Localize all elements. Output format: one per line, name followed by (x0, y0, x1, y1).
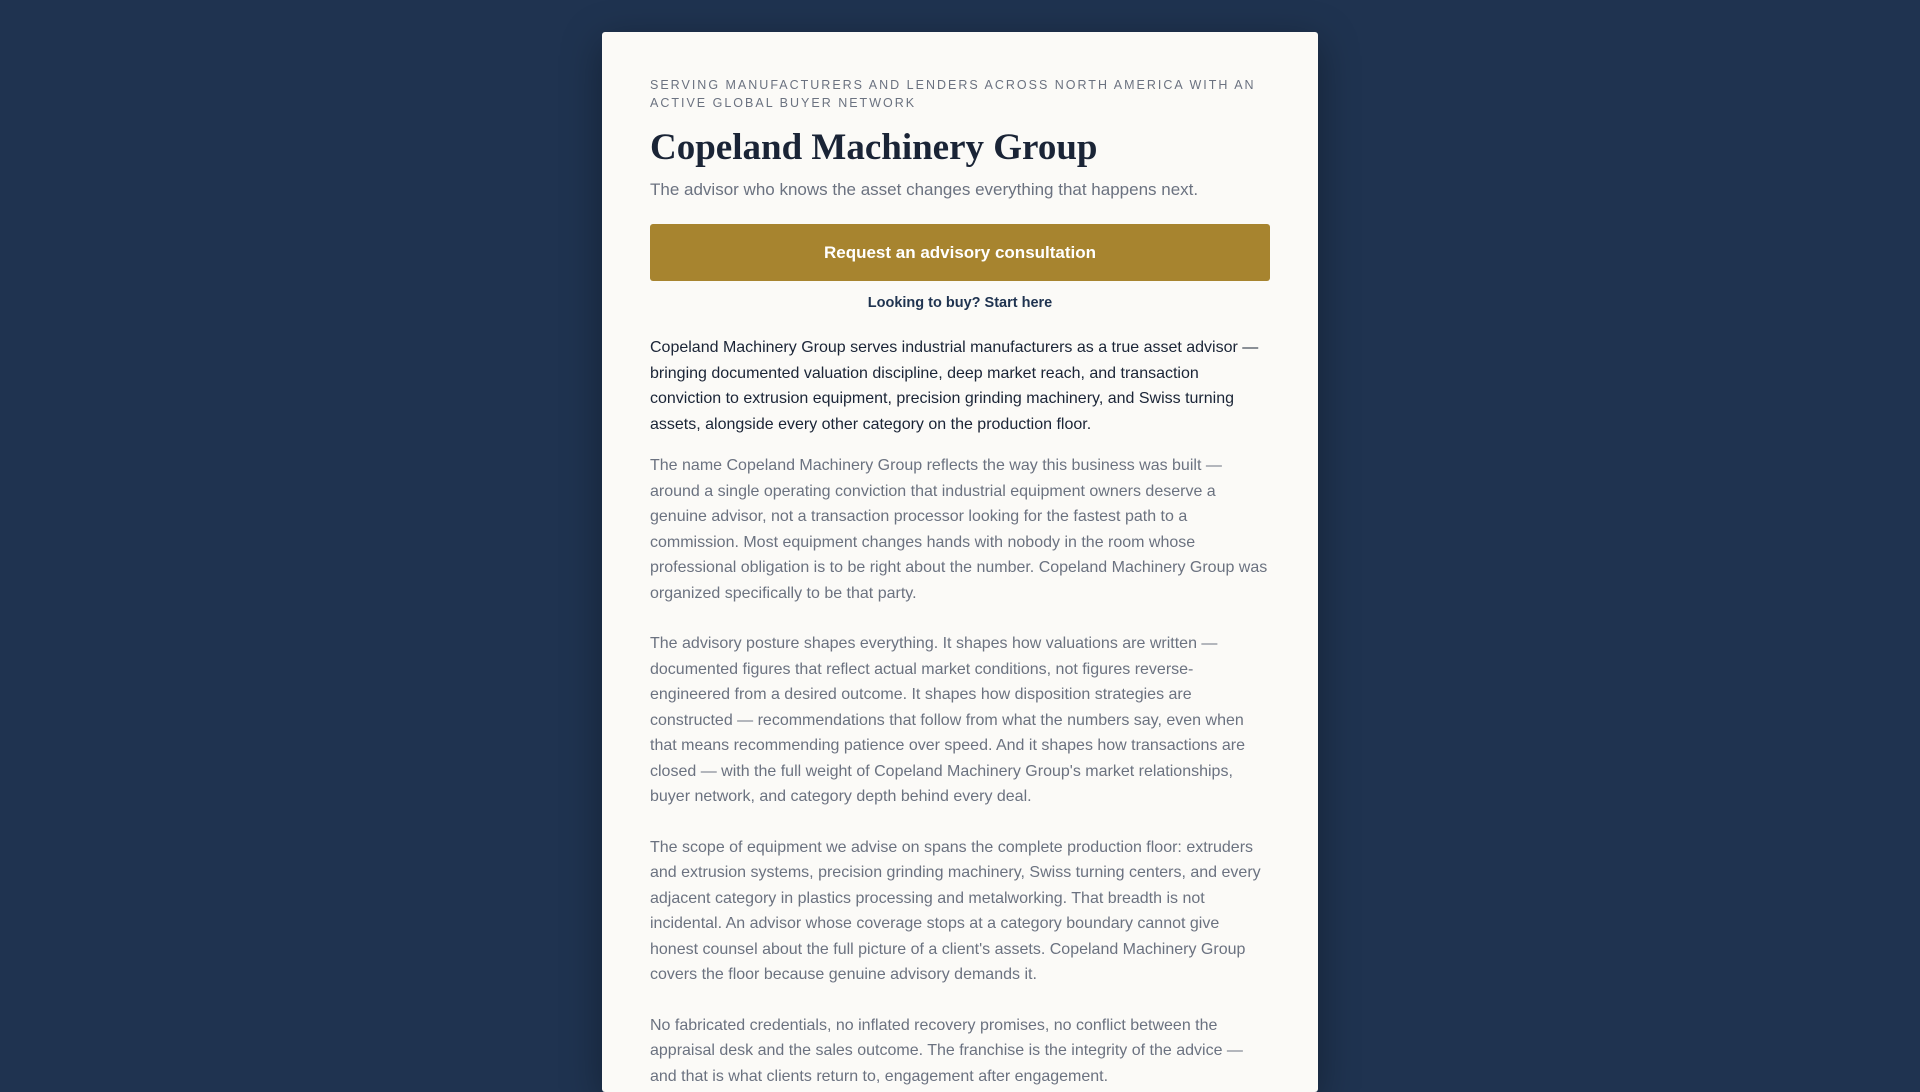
intro-paragraph: Copeland Machinery Group serves industrial manufacturers as a true asset advisor — bringing documented valuation discipline, deep market reach, and transaction conviction to extrusion equipment, precision grinding machinery, and Swiss turning assets, alongside every other category on the production floor. (650, 339, 1259, 433)
body-paragraph: The advisory posture shapes everything. It shapes how valuations are written — documented figures that reflect actual market conditions, not figures reverse-engineered from a desired outcome. It shapes how disposition strategies are constructed — recommendations that follow from what the numbers say, even when that means recommending patience over speed. And it shapes how transactions are closed — with the full weight of Copeland Machinery Group's market relationships, buyer network, and category depth behind every deal. (650, 635, 1246, 805)
tagline: The advisor who knows the asset changes everything that happens next. (650, 180, 1199, 199)
eyebrow-text: SERVING MANUFACTURERS AND LENDERS ACROSS NORTH AMERICA WITH AN ACTIVE GLOBAL BUYER NETWORK (650, 78, 1256, 110)
buyer-start-link[interactable]: Looking to buy? Start here (867, 295, 1053, 311)
body-paragraph: No fabricated credentials, no inflated recovery promises, no conflict between the appraisal desk and the sales outcome. The franchise is the integrity of the advice — and that is what clients return to, engagement after engagement. (650, 1016, 1243, 1085)
page-title: Copeland Machinery Group (650, 127, 1098, 168)
content-card (602, 32, 1318, 1092)
request-consultation-button[interactable]: Request an advisory consultation (650, 224, 1270, 281)
body-paragraph: The scope of equipment we advise on spans the complete production floor: extruders and extrusion systems, precision grinding machinery, Swiss turning centers, and every adjacent category in plastics processing and metalworking. That breadth is not incidental. An advisor whose coverage stops at a category boundary cannot give honest counsel about the full picture of a client's assets. Copeland Machinery Group covers the floor because genuine advisory demands it. (650, 838, 1261, 983)
body-paragraph: The name Copeland Machinery Group reflects the way this business was built — around a single operating conviction that industrial equipment owners deserve a genuine advisor, not a transaction processor looking for the fastest path to a commission. Most equipment changes hands with nobody in the room whose professional obligation is to be right about the number. Copeland Machinery Group was organized specifically to be that party. (650, 457, 1268, 602)
